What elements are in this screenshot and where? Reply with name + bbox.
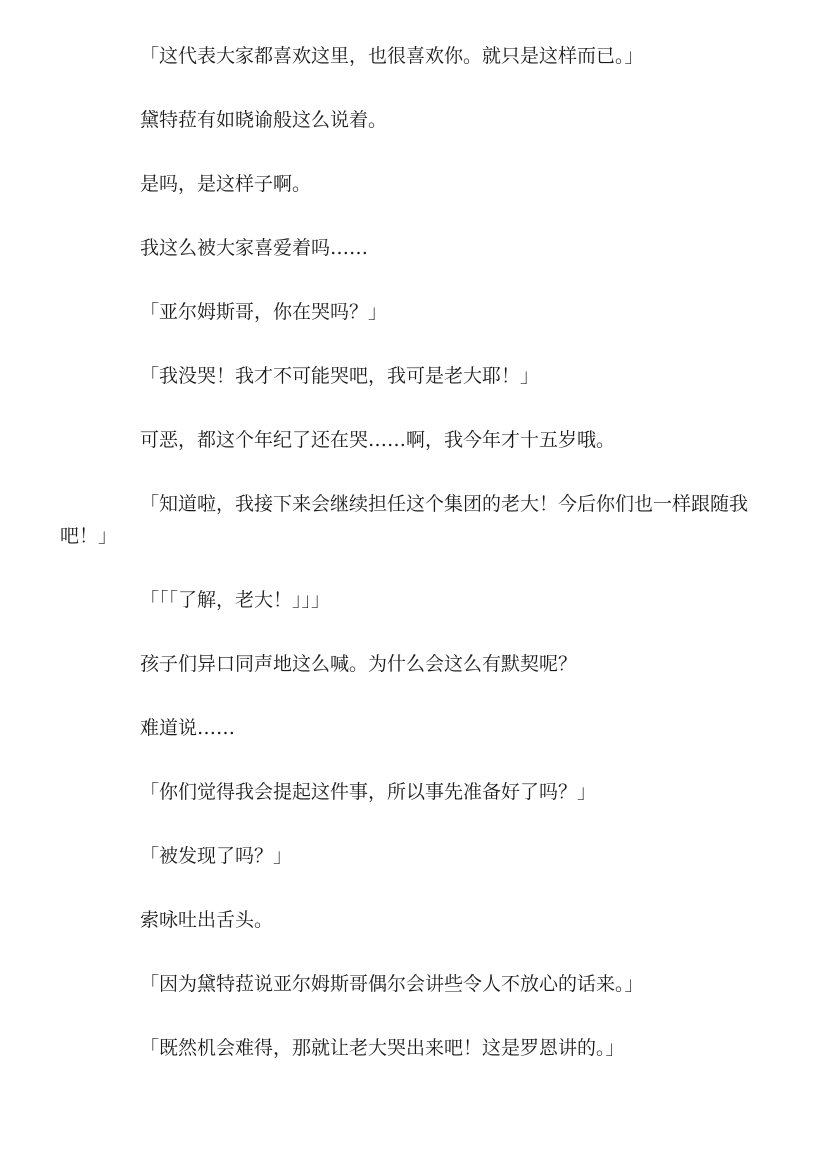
paragraph-4: 我这么被大家喜爱着吗……	[140, 237, 369, 259]
paragraph-10: 孩子们异口同声地这么喊。为什么会这么有默契呢？	[140, 653, 578, 675]
paragraph-6: 「我没哭！我才不可能哭吧，我可是老大耶！」	[140, 365, 540, 387]
paragraph-16: 「既然机会难得，那就让老大哭出来吧！这是罗恩讲的。」	[140, 1037, 625, 1059]
paragraph-13: 「被发现了吗？」	[140, 845, 293, 867]
paragraph-12: 「你们觉得我会提起这件事，所以事先准备好了吗？」	[140, 781, 597, 803]
paragraph-5: 「亚尔姆斯哥，你在哭吗？」	[140, 301, 388, 323]
paragraph-3: 是吗，是这样子啊。	[140, 173, 312, 195]
paragraph-7: 可恶，都这个年纪了还在哭……啊，我今年才十五岁哦。	[140, 429, 616, 451]
paragraph-11: 难道说……	[140, 717, 236, 739]
paragraph-1: 「这代表大家都喜欢这里，也很喜欢你。就只是这样而已。」	[140, 45, 644, 67]
paragraph-8: 「知道啦，我接下来会继续担任这个集团的老大！今后你们也一样跟随我吧！」	[60, 493, 749, 547]
paragraph-15: 「因为黛特菈说亚尔姆斯哥偶尔会讲些令人不放心的话来。」	[140, 973, 644, 995]
paragraph-14: 索咏吐出舌头。	[140, 909, 274, 931]
paragraph-2: 黛特菈有如晓谕般这么说着。	[140, 109, 388, 131]
paragraph-9: 「「「了解，老大！」」」	[140, 589, 331, 611]
